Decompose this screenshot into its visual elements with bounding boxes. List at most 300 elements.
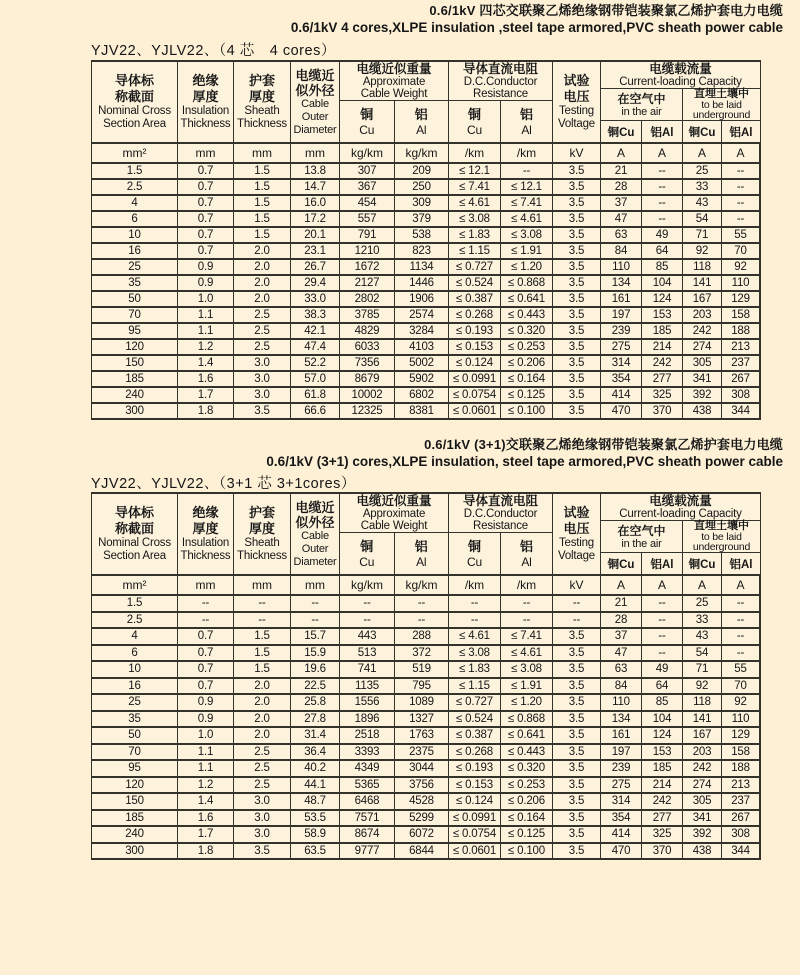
header-label: Insulation — [181, 536, 230, 549]
units-row — [92, 574, 760, 594]
table-cell: ≤ 0.320 — [501, 324, 553, 338]
header-label: 铜 — [467, 538, 481, 554]
table-cell: 1.1 — [178, 745, 234, 760]
table-cell: 188 — [722, 761, 760, 776]
header-label: Voltage — [558, 550, 595, 562]
table-cell: 6 — [92, 646, 178, 661]
group-leaf-columns — [601, 120, 760, 142]
table-cell: ≤ 0.0991 — [449, 372, 501, 386]
table-cell: 3.5 — [553, 844, 601, 859]
header-label: Nominal Cross — [98, 536, 171, 549]
col-group-current-capacity — [601, 62, 760, 142]
table-cell: 2.5 — [234, 324, 291, 338]
table-cell: 3.5 — [553, 646, 601, 661]
table-cell: 203 — [683, 745, 722, 760]
table-cell: 470 — [601, 844, 642, 859]
unit-cell: A — [683, 144, 722, 162]
header-label: 试验 — [563, 72, 590, 88]
table-cell: 0.7 — [178, 244, 234, 258]
table-cell: 2.5 — [234, 761, 291, 776]
table-cell: -- — [642, 180, 683, 194]
subcol-underground — [683, 521, 760, 552]
table-cell: 19.6 — [291, 662, 340, 677]
table-cell: 2.5 — [234, 308, 291, 322]
table-cell: 92 — [722, 260, 760, 274]
table-cell: 1134 — [395, 260, 449, 274]
table-cell: 1.1 — [178, 308, 234, 322]
table-header — [92, 62, 760, 142]
table-cell: 1556 — [340, 695, 395, 710]
table-cell: 372 — [395, 646, 449, 661]
spec-table-4core — [91, 60, 761, 420]
table-cell: 70 — [92, 745, 178, 760]
spec-table-3plus1core — [91, 492, 761, 860]
table-cell: 13.8 — [291, 164, 340, 178]
table-cell: 5299 — [395, 811, 449, 826]
table-cell: 0.7 — [178, 662, 234, 677]
table-row — [92, 162, 760, 178]
table-cell: 274 — [683, 778, 722, 793]
table-cell: 1327 — [395, 712, 449, 727]
table-cell: 37 — [601, 196, 642, 210]
table-cell: 25.8 — [291, 695, 340, 710]
table-cell: ≤ 0.206 — [501, 794, 553, 809]
table-cell: 6844 — [395, 844, 449, 859]
table-cell: 134 — [601, 712, 642, 727]
table-cell: 158 — [722, 745, 760, 760]
table-cell: 55 — [722, 228, 760, 242]
group-title — [449, 494, 552, 532]
table-cell: 1.5 — [92, 596, 178, 611]
table-cell: 314 — [601, 356, 642, 370]
table-cell: 275 — [601, 778, 642, 793]
table-cell: 2.5 — [92, 613, 178, 628]
table-row — [92, 306, 760, 322]
table-cell: 240 — [92, 827, 178, 842]
table-cell: 197 — [601, 745, 642, 760]
table-cell: ≤ 0.153 — [449, 340, 501, 354]
table-cell: 3.5 — [553, 794, 601, 809]
unit-cell: mm — [234, 576, 291, 594]
table-cell: 153 — [642, 308, 683, 322]
table-cell: 150 — [92, 794, 178, 809]
table-cell: 70 — [92, 308, 178, 322]
table2-title-zh: 0.6/1kV (3+1)交联聚乙烯绝缘钢带铠装聚氯乙烯护套电力电缆 — [424, 437, 783, 452]
table-cell: 354 — [601, 372, 642, 386]
header-label: Thickness — [180, 550, 231, 562]
units-row — [92, 142, 760, 162]
table-cell: ≤ 0.164 — [501, 811, 553, 826]
table-cell: 25 — [683, 164, 722, 178]
table-cell: ≤ 0.253 — [501, 778, 553, 793]
table-row — [92, 776, 760, 793]
table-cell: -- — [722, 180, 760, 194]
table-cell: 4 — [92, 196, 178, 210]
group-title — [601, 62, 760, 88]
table-cell: 741 — [340, 662, 395, 677]
table2-title-en: 0.6/1kV (3+1) cores,XLPE insulation, steel tape armored,PVC sheath power cable — [266, 454, 783, 469]
table-cell: -- — [234, 613, 291, 628]
table-cell: -- — [553, 613, 601, 628]
table-cell: ≤ 0.153 — [449, 778, 501, 793]
table-cell: 513 — [340, 646, 395, 661]
table-cell: 309 — [395, 196, 449, 210]
table-row — [92, 402, 760, 418]
col-nominal-cross-section — [92, 62, 178, 142]
table-cell: 3756 — [395, 778, 449, 793]
header-label: Approximate — [362, 507, 426, 520]
subcol-copper: 铜Cu — [683, 121, 722, 142]
group-subcolumns — [340, 532, 448, 574]
table-cell: 47 — [601, 646, 642, 661]
col-nominal-cross-section — [92, 494, 178, 574]
header-label: Current-loading Capacity — [619, 507, 742, 520]
header-label: Sheath — [244, 104, 280, 117]
unit-cell: /km — [449, 144, 501, 162]
unit-cell: A — [601, 576, 642, 594]
table-row — [92, 274, 760, 290]
table1-title-block — [291, 2, 783, 36]
table-cell: 267 — [722, 372, 760, 386]
table-cell: 6072 — [395, 827, 449, 842]
table-row — [92, 594, 760, 611]
table-cell: 43 — [683, 629, 722, 644]
table-cell: 274 — [683, 340, 722, 354]
table-cell: 150 — [92, 356, 178, 370]
table-cell: 10 — [92, 228, 178, 242]
table-cell: 3.5 — [234, 844, 291, 859]
col-insulation-thickness — [178, 62, 234, 142]
table-cell: 3.5 — [553, 404, 601, 418]
table-cell: 438 — [683, 844, 722, 859]
subcol-copper — [449, 533, 501, 574]
table-cell: 3.5 — [553, 180, 601, 194]
table-cell: 5365 — [340, 778, 395, 793]
table-cell: 1672 — [340, 260, 395, 274]
table-cell: 85 — [642, 260, 683, 274]
table-cell: -- — [340, 596, 395, 611]
table-cell: 3.0 — [234, 372, 291, 386]
header-label: 试验 — [563, 504, 590, 520]
table-cell: ≤ 0.320 — [501, 761, 553, 776]
col-sheath-thickness — [234, 62, 291, 142]
header-label: 绝缘 — [192, 72, 219, 88]
table-row — [92, 178, 760, 194]
table-cell: 158 — [722, 308, 760, 322]
header-section — [92, 494, 760, 574]
table-cell: 242 — [642, 356, 683, 370]
table-row — [92, 693, 760, 710]
table-cell: 307 — [340, 164, 395, 178]
table-cell: -- — [340, 613, 395, 628]
table-cell: 300 — [92, 844, 178, 859]
table-cell: 3.5 — [553, 276, 601, 290]
header-label: Cu — [359, 554, 375, 569]
table-cell: ≤ 0.443 — [501, 745, 553, 760]
table-cell: 314 — [601, 794, 642, 809]
header-label: Al — [416, 554, 427, 569]
table-cell: 33 — [683, 180, 722, 194]
unit-cell: kV — [553, 144, 601, 162]
header-label: Current-loading Capacity — [619, 75, 742, 88]
header-label: Resistance — [473, 520, 528, 532]
table-cell: -- — [291, 613, 340, 628]
header-label: 电缆近 — [295, 67, 335, 83]
table-cell: ≤ 7.41 — [449, 180, 501, 194]
table-cell: 2.0 — [234, 276, 291, 290]
table-cell: -- — [553, 596, 601, 611]
table-cell: 3.0 — [234, 356, 291, 370]
table-cell: 0.7 — [178, 228, 234, 242]
header-label: 护套 — [248, 504, 275, 520]
table-row — [92, 677, 760, 694]
table-cell: 203 — [683, 308, 722, 322]
table-cell: ≤ 1.15 — [449, 244, 501, 258]
table-cell: 120 — [92, 340, 178, 354]
table-cell: 28 — [601, 613, 642, 628]
table-row — [92, 354, 760, 370]
table-body — [92, 594, 760, 858]
table-cell: 47 — [601, 212, 642, 226]
table-cell: 49 — [642, 228, 683, 242]
table-cell: 1896 — [340, 712, 395, 727]
table-cell: 2802 — [340, 292, 395, 306]
table-cell: 308 — [722, 388, 760, 402]
table-cell: 21 — [601, 596, 642, 611]
table-cell: 64 — [642, 244, 683, 258]
table-cell: ≤ 12.1 — [501, 180, 553, 194]
table-cell: ≤ 4.61 — [501, 646, 553, 661]
table-row — [92, 759, 760, 776]
table-row — [92, 290, 760, 306]
table-cell: -- — [722, 196, 760, 210]
header-label: 似外径 — [295, 82, 335, 98]
header-label: 导体直流电阻 — [462, 62, 538, 76]
header-label: 电缆载流量 — [649, 62, 712, 76]
table-cell: 1.1 — [178, 324, 234, 338]
subcol-copper: 铜Cu — [601, 121, 642, 142]
table-cell: ≤ 1.83 — [449, 228, 501, 242]
table-cell: 1763 — [395, 728, 449, 743]
unit-cell: A — [601, 144, 642, 162]
table1-title-zh: 0.6/1kV 四芯交联聚乙烯绝缘钢带铠装聚氯乙烯护套电力电缆 — [429, 3, 783, 18]
table-cell: 38.3 — [291, 308, 340, 322]
table-cell: 95 — [92, 761, 178, 776]
table-cell: -- — [395, 613, 449, 628]
header-label: D.C.Conductor — [463, 75, 538, 88]
table-cell: 22.5 — [291, 679, 340, 694]
table-cell: 185 — [642, 324, 683, 338]
table-cell: 1.2 — [178, 340, 234, 354]
table-cell: 8679 — [340, 372, 395, 386]
table-cell: 3.5 — [553, 340, 601, 354]
header-label: 在空气中 — [617, 523, 666, 538]
header-section — [92, 62, 760, 142]
table-cell: 414 — [601, 388, 642, 402]
header-label: to be laid — [701, 98, 742, 111]
header-label: 称截面 — [114, 88, 154, 104]
table-cell: 3044 — [395, 761, 449, 776]
table-cell: 85 — [642, 695, 683, 710]
table-cell: 35 — [92, 712, 178, 727]
table-cell: 50 — [92, 728, 178, 743]
table-cell: ≤ 0.268 — [449, 745, 501, 760]
table-row — [92, 825, 760, 842]
table-cell: 4103 — [395, 340, 449, 354]
table-cell: 141 — [683, 276, 722, 290]
header-label: Cable Weight — [360, 520, 428, 532]
table-cell: 3.5 — [553, 308, 601, 322]
table-cell: ≤ 3.08 — [501, 228, 553, 242]
table-cell: ≤ 7.41 — [501, 196, 553, 210]
table-cell: ≤ 0.100 — [501, 844, 553, 859]
table-row — [92, 627, 760, 644]
table-cell: 84 — [601, 244, 642, 258]
table-cell: 3.0 — [234, 388, 291, 402]
table-cell: 213 — [722, 778, 760, 793]
table-cell: 3.5 — [553, 778, 601, 793]
subcol-underground — [683, 89, 760, 120]
table-cell: ≤ 7.41 — [501, 629, 553, 644]
table-cell: 250 — [395, 180, 449, 194]
col-group-cable-weight — [340, 62, 449, 142]
table-cell: -- — [722, 596, 760, 611]
table-cell: 21 — [601, 164, 642, 178]
table-cell: 63.5 — [291, 844, 340, 859]
table-cell: 185 — [642, 761, 683, 776]
table-cell: 52.2 — [291, 356, 340, 370]
table-cell: ≤ 0.641 — [501, 292, 553, 306]
table-cell: 12325 — [340, 404, 395, 418]
table-cell: 6468 — [340, 794, 395, 809]
table-cell: 1089 — [395, 695, 449, 710]
table-cell: 3.5 — [553, 662, 601, 677]
table-cell: 104 — [642, 276, 683, 290]
group-leaf-columns — [601, 552, 760, 574]
table-cell: 1.0 — [178, 728, 234, 743]
table-cell: 242 — [683, 324, 722, 338]
header-label: 电缆近似重量 — [356, 494, 432, 508]
table-cell: -- — [395, 596, 449, 611]
table-cell: 6802 — [395, 388, 449, 402]
table-cell: 118 — [683, 695, 722, 710]
table-cell: 3.5 — [553, 388, 601, 402]
table-cell: ≤ 1.83 — [449, 662, 501, 677]
table-cell: -- — [642, 596, 683, 611]
header-label: Diameter — [293, 123, 337, 136]
table-cell: 3785 — [340, 308, 395, 322]
table-cell: 25 — [92, 695, 178, 710]
table-cell: 1.7 — [178, 827, 234, 842]
table-cell: 129 — [722, 728, 760, 743]
header-label: 铜 — [360, 538, 374, 554]
unit-cell: kg/km — [395, 144, 449, 162]
table-cell: 791 — [340, 228, 395, 242]
table-cell: 0.7 — [178, 212, 234, 226]
table-cell: 71 — [683, 662, 722, 677]
table-cell: 414 — [601, 827, 642, 842]
table-cell: 3.0 — [234, 794, 291, 809]
table-cell: 3.5 — [553, 164, 601, 178]
table-cell: ≤ 3.08 — [501, 662, 553, 677]
subcol-copper — [449, 101, 501, 142]
header-label: 导体标 — [114, 504, 154, 520]
table-cell: 1906 — [395, 292, 449, 306]
table-cell: 3284 — [395, 324, 449, 338]
table-cell: 325 — [642, 827, 683, 842]
table-cell: 23.1 — [291, 244, 340, 258]
table-cell: ≤ 0.524 — [449, 276, 501, 290]
col-sheath-thickness — [234, 494, 291, 574]
table-cell: 3393 — [340, 745, 395, 760]
table-cell: 3.5 — [553, 292, 601, 306]
table-cell: 341 — [683, 811, 722, 826]
table-cell: 70 — [722, 679, 760, 694]
col-outer-diameter — [291, 494, 340, 574]
table-cell: 0.7 — [178, 196, 234, 210]
header-label: Cu — [359, 122, 375, 137]
table-cell: ≤ 0.164 — [501, 372, 553, 386]
table-cell: ≤ 0.0991 — [449, 811, 501, 826]
table-cell: 120 — [92, 778, 178, 793]
table-cell: ≤ 0.124 — [449, 794, 501, 809]
table-cell: 161 — [601, 728, 642, 743]
table-cell: ≤ 3.08 — [449, 212, 501, 226]
table-cell: 305 — [683, 794, 722, 809]
table-cell: 4528 — [395, 794, 449, 809]
table-cell: 25 — [683, 596, 722, 611]
header-label: 电缆载流量 — [649, 494, 712, 508]
unit-cell: /km — [501, 576, 553, 594]
table-cell: 354 — [601, 811, 642, 826]
table-cell: 104 — [642, 712, 683, 727]
group-subcolumns — [449, 100, 552, 142]
subcol-copper: 铜Cu — [683, 553, 722, 574]
table-cell: 288 — [395, 629, 449, 644]
table-cell: 15.9 — [291, 646, 340, 661]
header-label: 铝 — [519, 538, 533, 554]
header-label: Nominal Cross — [98, 104, 171, 117]
header-label: 铜 — [467, 106, 481, 122]
table-cell: 185 — [92, 372, 178, 386]
header-label: Al — [521, 122, 532, 137]
table-cell: 29.4 — [291, 276, 340, 290]
table-cell: 110 — [601, 260, 642, 274]
table-cell: 267 — [722, 811, 760, 826]
table-cell: 237 — [722, 794, 760, 809]
unit-cell: mm — [178, 144, 234, 162]
header-label: 在空气中 — [617, 91, 666, 106]
table-cell: 1.8 — [178, 404, 234, 418]
table-cell: 242 — [642, 794, 683, 809]
table-cell: 3.5 — [553, 695, 601, 710]
table-cell: 54 — [683, 212, 722, 226]
unit-cell: mm — [178, 576, 234, 594]
table-cell: 300 — [92, 404, 178, 418]
table-cell: 9777 — [340, 844, 395, 859]
table-cell: ≤ 0.727 — [449, 260, 501, 274]
unit-cell: kg/km — [340, 144, 395, 162]
table-cell: 2.5 — [234, 340, 291, 354]
header-label: D.C.Conductor — [463, 507, 538, 520]
table-cell: 1.4 — [178, 794, 234, 809]
header-label: 铜 — [360, 106, 374, 122]
group-title — [449, 62, 552, 100]
table-cell: 1.5 — [234, 196, 291, 210]
table-cell: 1.4 — [178, 356, 234, 370]
subcol-copper — [340, 533, 395, 574]
table-cell: 240 — [92, 388, 178, 402]
